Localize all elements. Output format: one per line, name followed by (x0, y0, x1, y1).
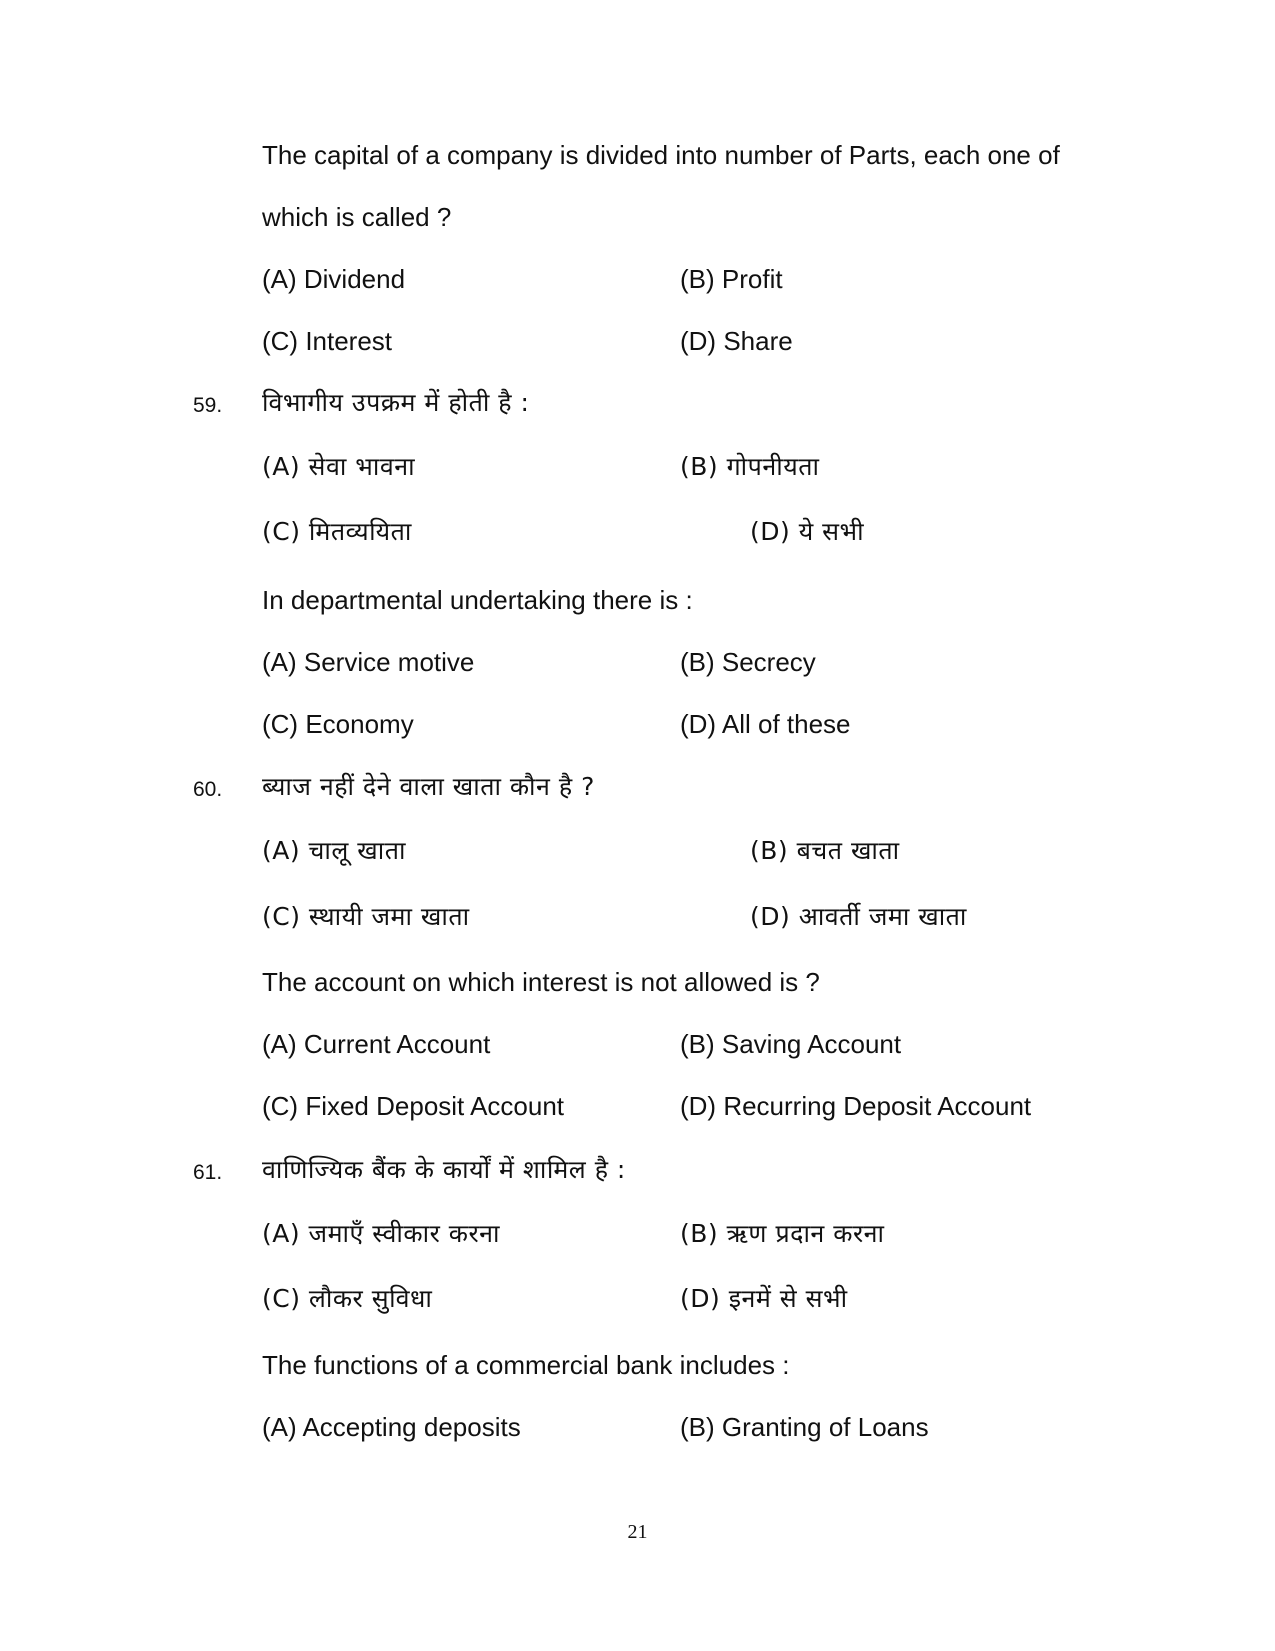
q60-hindi-option-a: (A) चालू खाता (262, 836, 406, 865)
q60-english-option-c: (C) Fixed Deposit Account (262, 1091, 565, 1121)
q58-option-d: (D) Share (680, 326, 793, 356)
q60-english-option-d: (D) Recurring Deposit Account (680, 1091, 1032, 1121)
q59-hindi-question: विभागीय उपक्रम में होती है : (262, 388, 530, 417)
q58-option-a: (A) Dividend (262, 264, 406, 294)
q60-english-option-a: (A) Current Account (262, 1029, 491, 1059)
q61-number: 61. (193, 1161, 223, 1184)
q60-hindi-option-d: (D) आवर्ती जमा खाता (750, 902, 967, 931)
q60-hindi-option-c: (C) स्थायी जमा खाता (262, 902, 470, 931)
q60-hindi-option-b: (B) बचत खाता (750, 836, 900, 865)
q61-hindi-option-b: (B) ऋण प्रदान करना (680, 1219, 885, 1248)
q61-english-option-a: (A) Accepting deposits (262, 1412, 521, 1442)
q59-number: 59. (193, 394, 223, 417)
q61-hindi-option-d: (D) इनमें से सभी (680, 1284, 848, 1313)
q61-english-question: The functions of a commercial bank includes : (262, 1350, 790, 1380)
q59-hindi-option-a: (A) सेवा भावना (262, 452, 416, 481)
q59-english-option-c: (C) Economy (262, 709, 414, 739)
q59-hindi-option-c: (C) मितव्ययिता (262, 517, 412, 546)
q59-english-question: In departmental undertaking there is : (262, 585, 693, 615)
q58-question-line-1: The capital of a company is divided into number of Parts, each one of (262, 140, 1060, 170)
q60-english-option-b: (B) Saving Account (680, 1029, 902, 1059)
q61-hindi-option-c: (C) लौकर सुविधा (262, 1284, 433, 1313)
q59-english-option-d: (D) All of these (680, 709, 851, 739)
page-number: 21 (627, 1521, 648, 1543)
q59-english-option-b: (B) Secrecy (680, 647, 816, 677)
q58-question-line-2: which is called ? (262, 202, 452, 232)
q61-hindi-question: वाणिज्यिक बैंक के कार्यों में शामिल है : (262, 1155, 626, 1184)
q58-option-b: (B) Profit (680, 264, 783, 294)
q60-number: 60. (193, 778, 223, 801)
q59-hindi-option-b: (B) गोपनीयता (680, 452, 820, 481)
q58-option-c: (C) Interest (262, 326, 393, 356)
q60-hindi-question: ब्याज नहीं देने वाला खाता कौन है ? (262, 772, 595, 801)
q61-hindi-option-a: (A) जमाएँ स्वीकार करना (262, 1219, 501, 1248)
q60-english-question: The account on which interest is not allowed is ? (262, 967, 820, 997)
q59-english-option-a: (A) Service motive (262, 647, 475, 677)
q61-english-option-b: (B) Granting of Loans (680, 1412, 929, 1442)
q59-hindi-option-d: (D) ये सभी (750, 517, 865, 546)
